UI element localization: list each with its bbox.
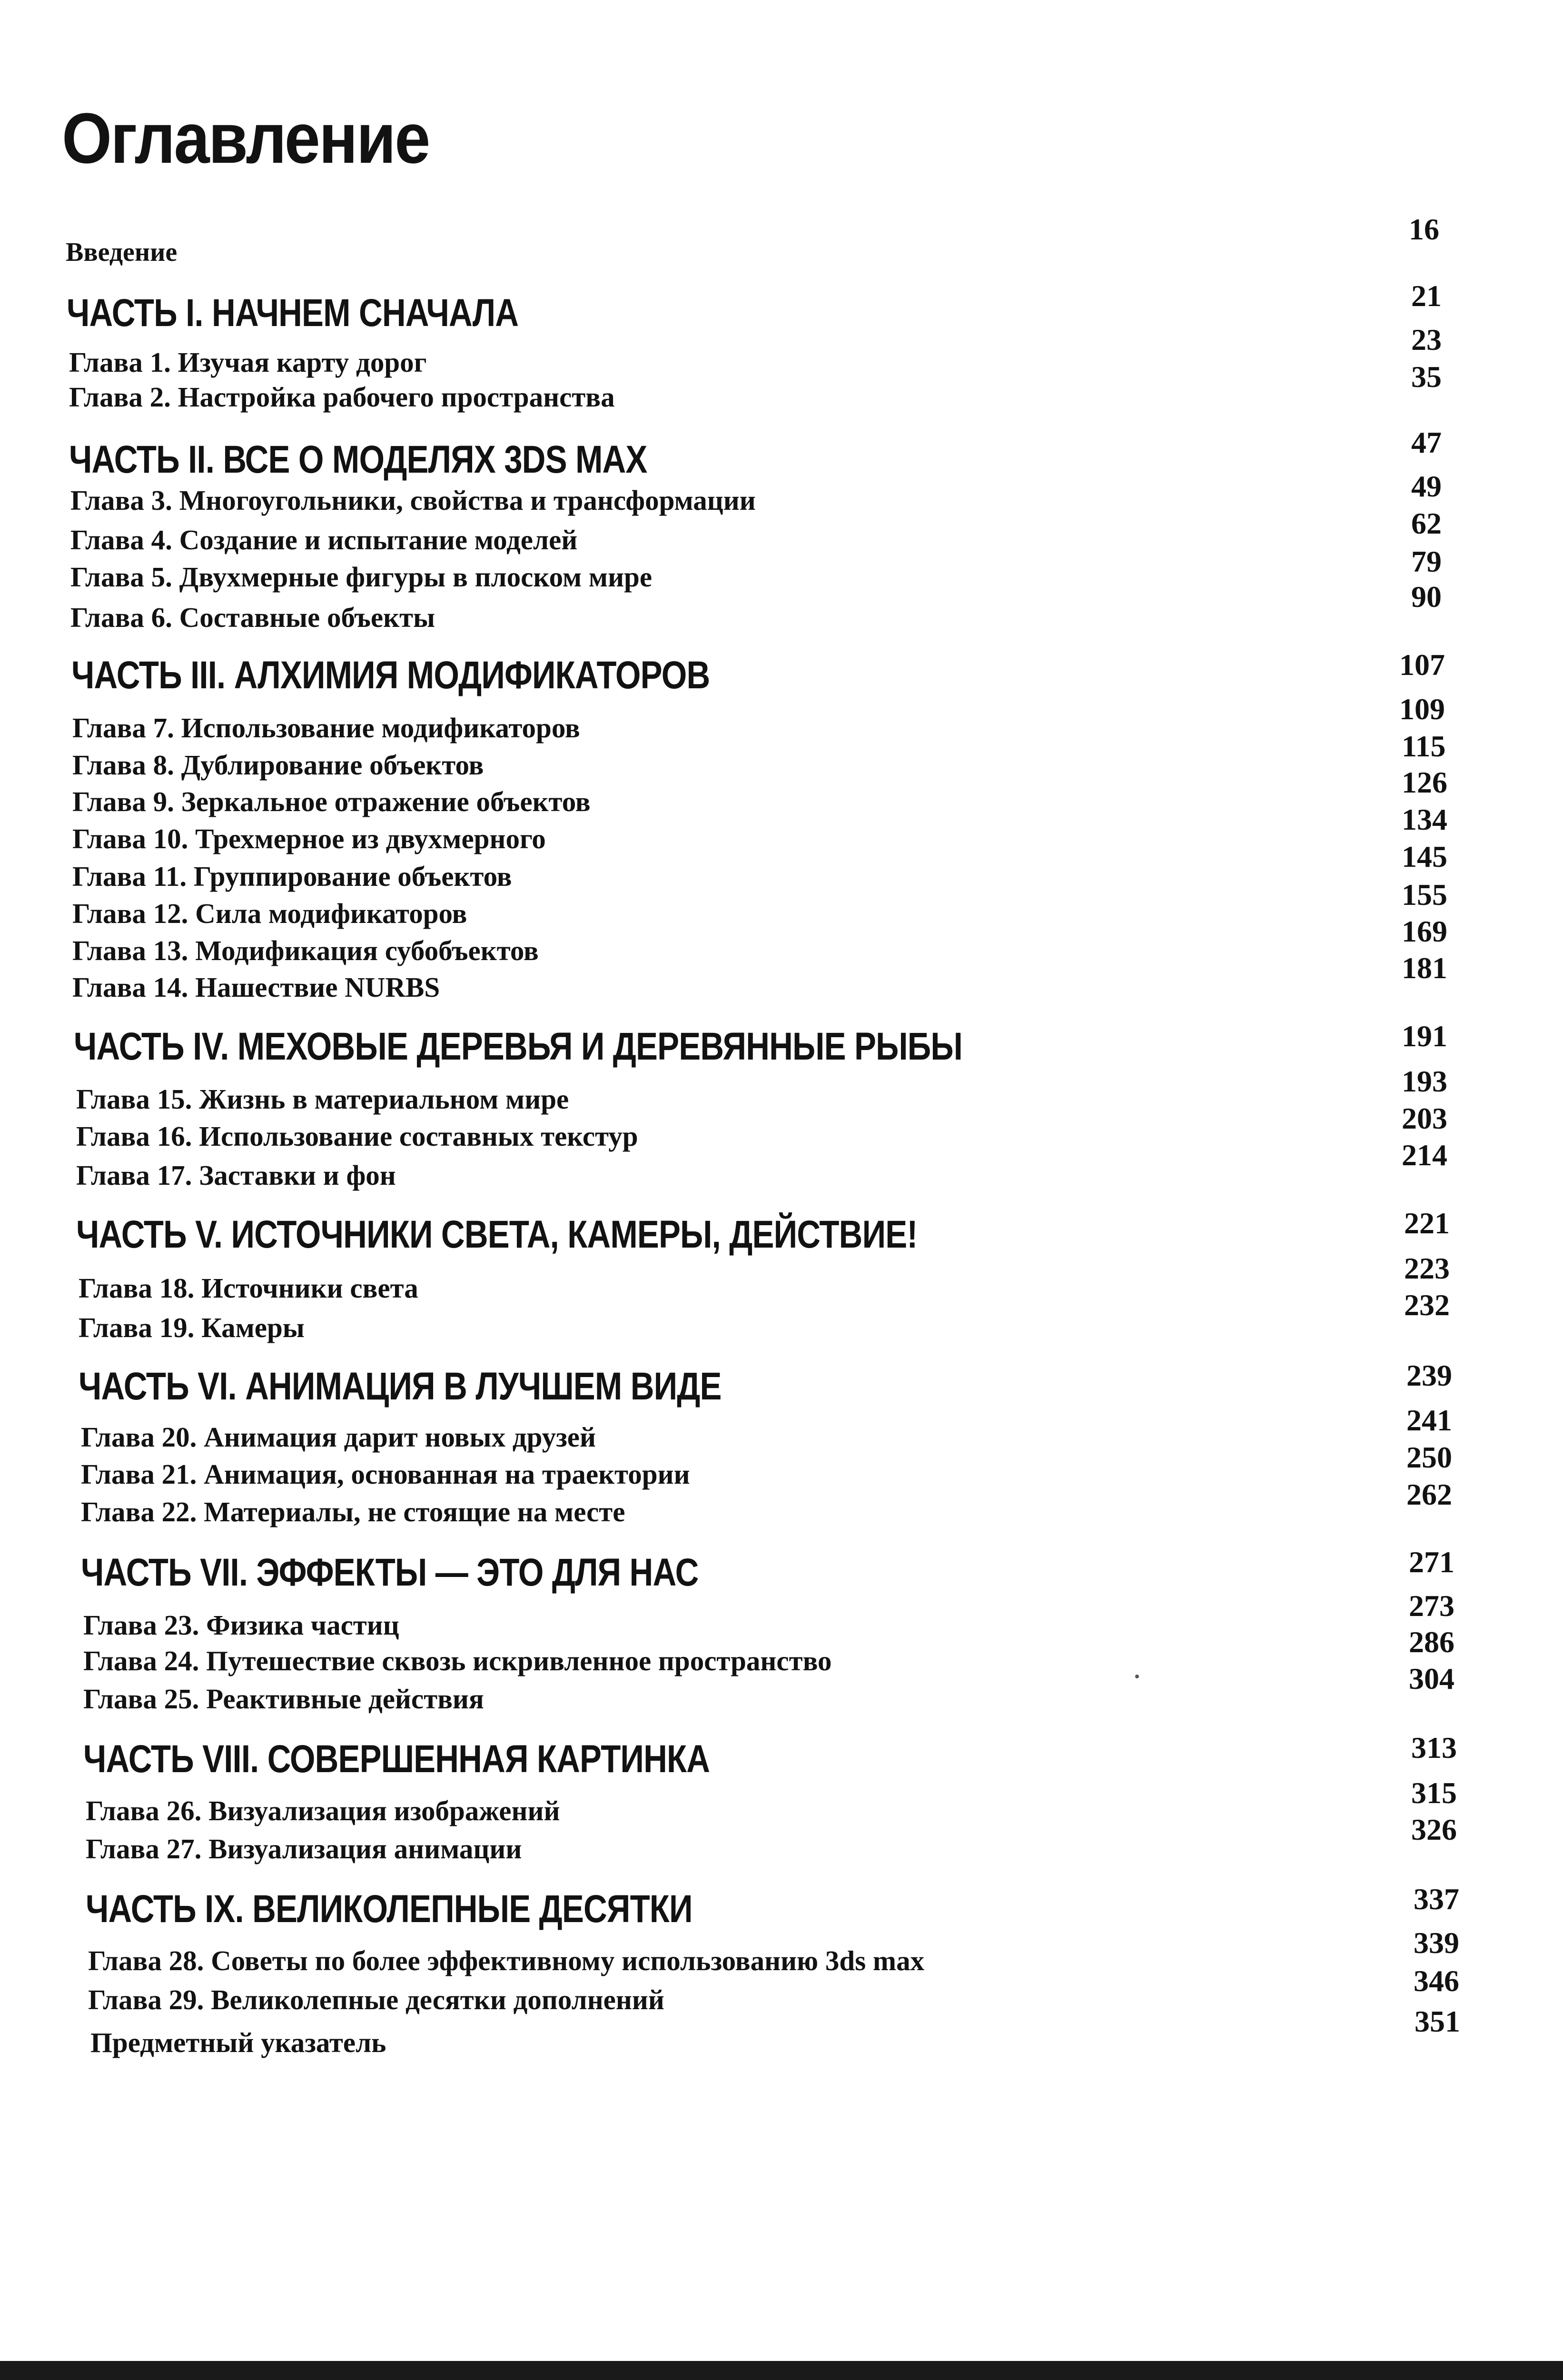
toc-chapter-27: Глава 27. Визуализация анимации	[86, 1833, 522, 1864]
toc-part-6: ЧАСТЬ VI. АНИМАЦИЯ В ЛУЧШЕМ ВИДЕ	[79, 1365, 722, 1408]
toc-chapter-6: Глава 6. Составные объекты	[70, 602, 435, 633]
toc-chapter-23-page: 273	[1409, 1589, 1454, 1623]
toc-chapter-25-page: 304	[1409, 1662, 1454, 1696]
toc-chapter-29: Глава 29. Великолепные десятки дополнений	[88, 1984, 664, 2015]
toc-chapter-26: Глава 26. Визуализация изображений	[86, 1795, 560, 1826]
toc-part-8: ЧАСТЬ VIII. СОВЕРШЕННАЯ КАРТИНКА	[83, 1737, 710, 1781]
toc-chapter-29-page: 346	[1414, 1964, 1459, 1998]
toc-chapter-2-page: 35	[1411, 360, 1442, 394]
toc-chapter-10-page: 134	[1402, 803, 1447, 836]
toc-chapter-27-page: 326	[1411, 1813, 1457, 1846]
toc-chapter-19: Глава 19. Камеры	[79, 1312, 305, 1343]
toc-part-4-page: 191	[1402, 1019, 1447, 1053]
toc-chapter-20: Глава 20. Анимация дарит новых друзей	[81, 1421, 596, 1453]
toc-part-7: ЧАСТЬ VII. ЭФФЕКТЫ — ЭТО ДЛЯ НАС	[81, 1551, 699, 1594]
toc-chapter-6-page: 90	[1411, 580, 1442, 614]
toc-chapter-5: Глава 5. Двухмерные фигуры в плоском мире	[70, 561, 653, 593]
toc-chapter-3-page: 49	[1411, 469, 1442, 503]
page-title: Оглавление	[62, 98, 429, 178]
toc-chapter-9-page: 126	[1402, 765, 1447, 799]
toc-chapter-13-page: 169	[1402, 914, 1447, 948]
toc-chapter-23: Глава 23. Физика частиц	[83, 1609, 399, 1641]
toc-part-3-page: 107	[1399, 648, 1445, 682]
toc-part-9-page: 337	[1414, 1882, 1459, 1916]
toc-chapter-24-page: 286	[1409, 1625, 1454, 1659]
toc-chapter-28: Глава 28. Советы по более эффективному использованию 3ds max	[88, 1945, 925, 1976]
toc-chapter-3: Глава 3. Многоугольники, свойства и трансформации	[70, 485, 756, 516]
toc-chapter-22: Глава 22. Материалы, не стоящие на месте	[81, 1496, 625, 1527]
toc-part-7-page: 271	[1409, 1545, 1454, 1579]
toc-chapter-18: Глава 18. Источники света	[79, 1272, 418, 1304]
toc-chapter-4-page: 62	[1411, 506, 1442, 540]
toc-intro-page: 16	[1409, 212, 1439, 246]
toc-chapter-12: Глава 12. Сила модификаторов	[72, 898, 467, 929]
toc-chapter-22-page: 262	[1406, 1478, 1452, 1511]
toc-chapter-7: Глава 7. Использование модификаторов	[72, 712, 580, 744]
toc-part-8-page: 313	[1411, 1731, 1457, 1765]
toc-chapter-11: Глава 11. Группирование объектов	[72, 861, 512, 892]
toc-chapter-24: Глава 24. Путешествие сквозь искривленное пространство	[83, 1645, 832, 1676]
toc-index: Предметный указатель	[90, 2027, 386, 2058]
toc-chapter-1-page: 23	[1411, 323, 1442, 357]
toc-chapter-17-page: 214	[1402, 1138, 1447, 1172]
toc-intro-label: Введение	[66, 238, 178, 267]
toc-chapter-17: Глава 17. Заставки и фон	[76, 1160, 396, 1191]
toc-chapter-13: Глава 13. Модификация субобъектов	[72, 935, 539, 966]
toc-chapter-16: Глава 16. Использование составных текстур	[76, 1121, 638, 1152]
toc-part-3: ЧАСТЬ III. АЛХИМИЯ МОДИФИКАТОРОВ	[71, 654, 710, 697]
toc-part-1-page: 21	[1411, 279, 1442, 313]
toc-chapter-2: Глава 2. Настройка рабочего пространства	[69, 381, 615, 413]
toc-chapter-16-page: 203	[1402, 1101, 1447, 1135]
toc-chapter-15: Глава 15. Жизнь в материальном мире	[76, 1083, 569, 1115]
toc-chapter-10: Глава 10. Трехмерное из двухмерного	[72, 823, 546, 854]
toc-chapter-21-page: 250	[1406, 1440, 1452, 1474]
toc-chapter-11-page: 145	[1402, 840, 1447, 873]
toc-part-9: ЧАСТЬ IX. ВЕЛИКОЛЕПНЫЕ ДЕСЯТКИ	[86, 1887, 692, 1931]
scan-bottom-edge	[0, 2361, 1563, 2380]
toc-part-2-page: 47	[1411, 426, 1442, 459]
toc-chapter-8: Глава 8. Дублирование объектов	[72, 749, 484, 781]
toc-part-5: ЧАСТЬ V. ИСТОЧНИКИ СВЕТА, КАМЕРЫ, ДЕЙСТВИЕ!	[76, 1213, 918, 1256]
toc-chapter-12-page: 155	[1402, 878, 1447, 912]
toc-chapter-18-page: 223	[1404, 1251, 1450, 1285]
toc-part-2: ЧАСТЬ II. ВСЕ О МОДЕЛЯХ 3DS MAX	[69, 438, 647, 481]
toc-chapter-21: Глава 21. Анимация, основанная на траектории	[81, 1458, 690, 1490]
scan-speck	[1135, 1675, 1139, 1678]
toc-part-5-page: 221	[1404, 1206, 1450, 1240]
toc-part-6-page: 239	[1406, 1359, 1452, 1392]
toc-chapter-15-page: 193	[1402, 1064, 1447, 1098]
toc-part-1: ЧАСТЬ I. НАЧНЕМ СНАЧАЛА	[67, 291, 519, 335]
toc-chapter-5-page: 79	[1411, 545, 1442, 578]
toc-index-page: 351	[1415, 2004, 1460, 2038]
toc-chapter-8-page: 115	[1402, 729, 1446, 763]
toc-chapter-25: Глава 25. Реактивные действия	[83, 1683, 484, 1715]
toc-chapter-7-page: 109	[1399, 692, 1445, 726]
toc-chapter-28-page: 339	[1414, 1926, 1459, 1960]
toc-chapter-19-page: 232	[1404, 1288, 1450, 1322]
toc-chapter-1: Глава 1. Изучая карту дорог	[69, 347, 427, 378]
toc-chapter-9: Глава 9. Зеркальное отражение объектов	[72, 786, 591, 817]
toc-chapter-14: Глава 14. Нашествие NURBS	[72, 972, 440, 1003]
toc-chapter-4: Глава 4. Создание и испытание моделей	[70, 524, 578, 555]
toc-chapter-14-page: 181	[1402, 951, 1447, 985]
toc-chapter-26-page: 315	[1411, 1776, 1457, 1810]
toc-part-4: ЧАСТЬ IV. МЕХОВЫЕ ДЕРЕВЬЯ И ДЕРЕВЯННЫЕ РЫБЫ	[74, 1025, 962, 1068]
toc-chapter-20-page: 241	[1406, 1403, 1452, 1437]
